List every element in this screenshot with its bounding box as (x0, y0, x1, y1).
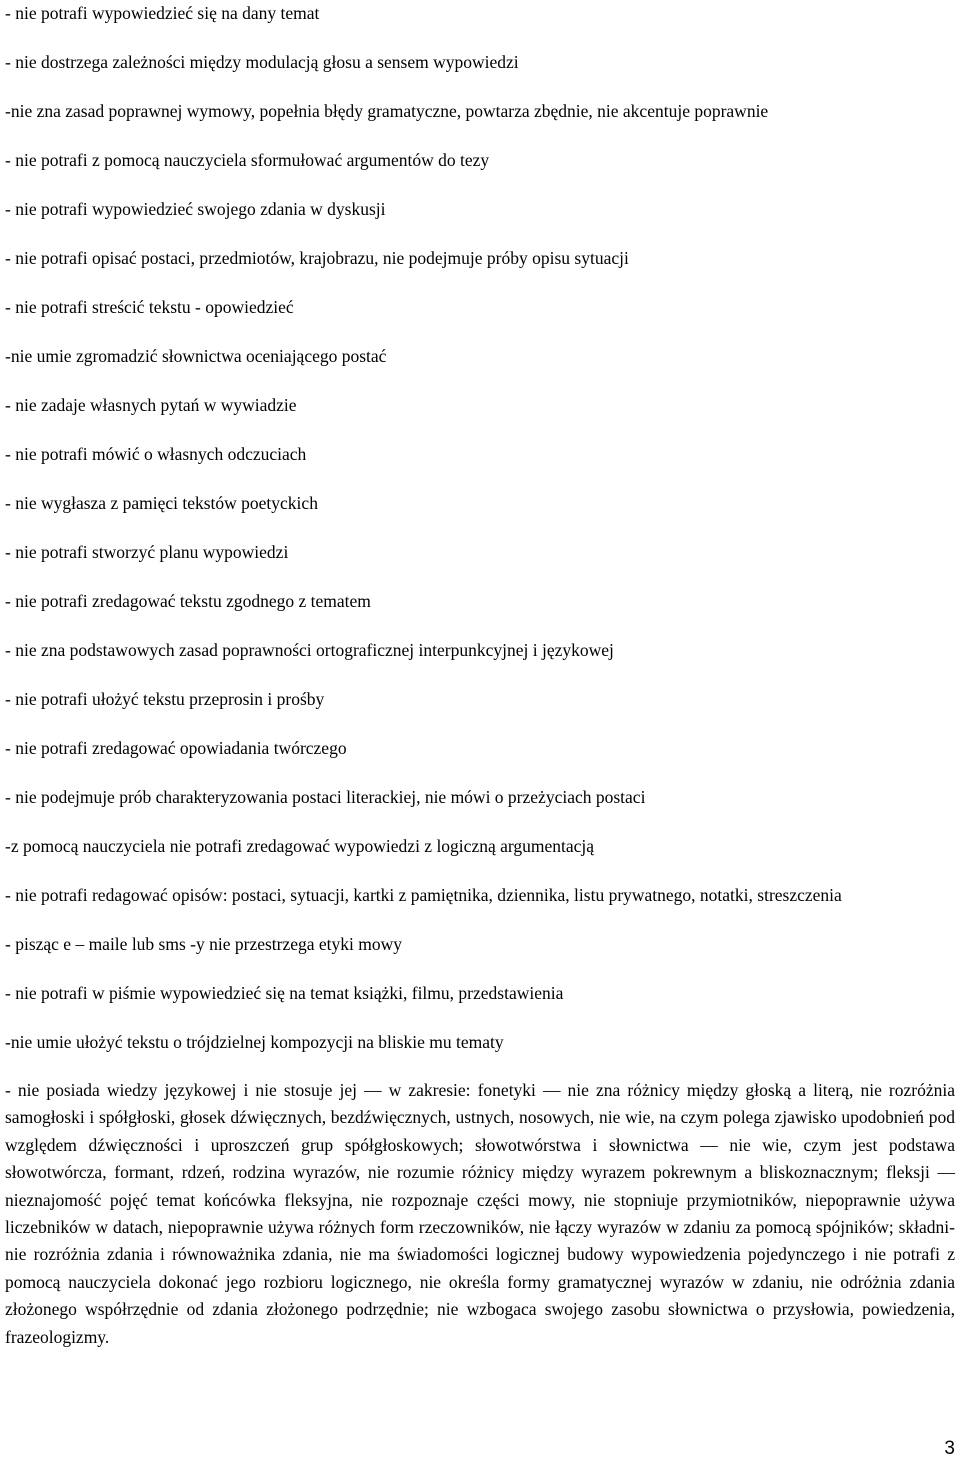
list-item: - nie potrafi w piśmie wypowiedzieć się na temat książki, filmu, przedstawienia (5, 983, 564, 1003)
list-item: -nie umie zgromadzić słownictwa oceniającego postać (5, 346, 387, 366)
list-item: - nie potrafi zredagować opowiadania twórczego (5, 738, 347, 758)
list-item: - nie potrafi opisać postaci, przedmiotów, krajobrazu, nie podejmuje próby opisu sytuacji (5, 248, 629, 268)
list-item: - nie potrafi z pomocą nauczyciela sformułować argumentów do tezy (5, 150, 490, 170)
list-item: - nie podejmuje prób charakteryzowania postaci literackiej, nie mówi o przeżyciach postaci (5, 787, 646, 807)
list-item: - nie potrafi redagować opisów: postaci, sytuacji, kartki z pamiętnika, dziennika, listu prywatnego, notatki, streszczenia (5, 885, 842, 905)
list-item: - nie zna podstawowych zasad poprawności ortograficznej interpunkcyjnej i językowej (5, 640, 614, 660)
list-item: - nie potrafi zredagować tekstu zgodnego z tematem (5, 591, 371, 611)
list-item: - pisząc e – maile lub sms -y nie przestrzega etyki mowy (5, 934, 403, 954)
language-knowledge-paragraph: - nie posiada wiedzy językowej i nie stosuje jej — w zakresie: fonetyki — nie zna różnicy między głoską a literą, nie rozróżnia samogłoski i spółgłoski, głosek dźwięcznych, bezdźwięcznych, ustnych, nosowych, nie wie, na czym polega zjawisko upodobnień pod względem dźwięczności i uproszczeń grup spółgłoskowych; słowotwórstwa i słownictwa — nie wie, czym jest podstawa słowotwórcza, formant, rdzeń, rodzina wyrazów, nie rozumie różnicy między wyrazem pokrewnym a bliskoznacznym; fleksji — nieznajomość pojęć temat końcówka fleksyjna, nie rozpoznaje części mowy, nie stopniuje przymiotników, niepoprawnie używa liczebników w datach, niepoprawnie używa różnych form rzeczowników, nie łączy wyrazów w zdaniu za pomocą spójników; składni- nie rozróżnia zdania i równoważnika zdania, nie ma świadomości logicznej budowy wypowiedzenia pojedynczego i nie potrafi z pomocą nauczyciela dokonać jego rozbioru logicznego, nie określa formy gramatycznej wyrazów w zdaniu, nie odróżnia zdania złożonego współrzędnie od zdania złożonego podrzędnie; nie wzbogaca swojego zasobu słownictwa o przysłowia, powiedzenia, frazeologizmy. (5, 1080, 955, 1347)
list-item: - nie wygłasza z pamięci tekstów poetyckich (5, 493, 318, 513)
list-item: - nie potrafi mówić o własnych odczuciach (5, 444, 307, 464)
document-body (5, 0, 955, 1351)
list-item: - nie potrafi stworzyć planu wypowiedzi (5, 542, 289, 562)
list-item: -z pomocą nauczyciela nie potrafi zredagować wypowiedzi z logiczną argumentacją (5, 836, 595, 856)
list-item: -nie zna zasad poprawnej wymowy, popełnia błędy gramatyczne, powtarza zbędnie, nie akcentuje poprawnie (5, 101, 769, 121)
list-item: - nie potrafi ułożyć tekstu przeprosin i prośby (5, 689, 325, 709)
list-item: - nie potrafi wypowiedzieć swojego zdania w dyskusji (5, 199, 386, 219)
list-item: -nie umie ułożyć tekstu o trójdzielnej kompozycji na bliskie mu tematy (5, 1032, 504, 1052)
list-item: - nie potrafi wypowiedzieć się na dany temat (5, 3, 320, 23)
list-item: - nie dostrzega zależności między modulacją głosu a sensem wypowiedzi (5, 52, 519, 72)
page-number: 3 (944, 1438, 955, 1459)
list-item: - nie potrafi streścić tekstu - opowiedzieć (5, 297, 294, 317)
list-item: - nie zadaje własnych pytań w wywiadzie (5, 395, 297, 415)
